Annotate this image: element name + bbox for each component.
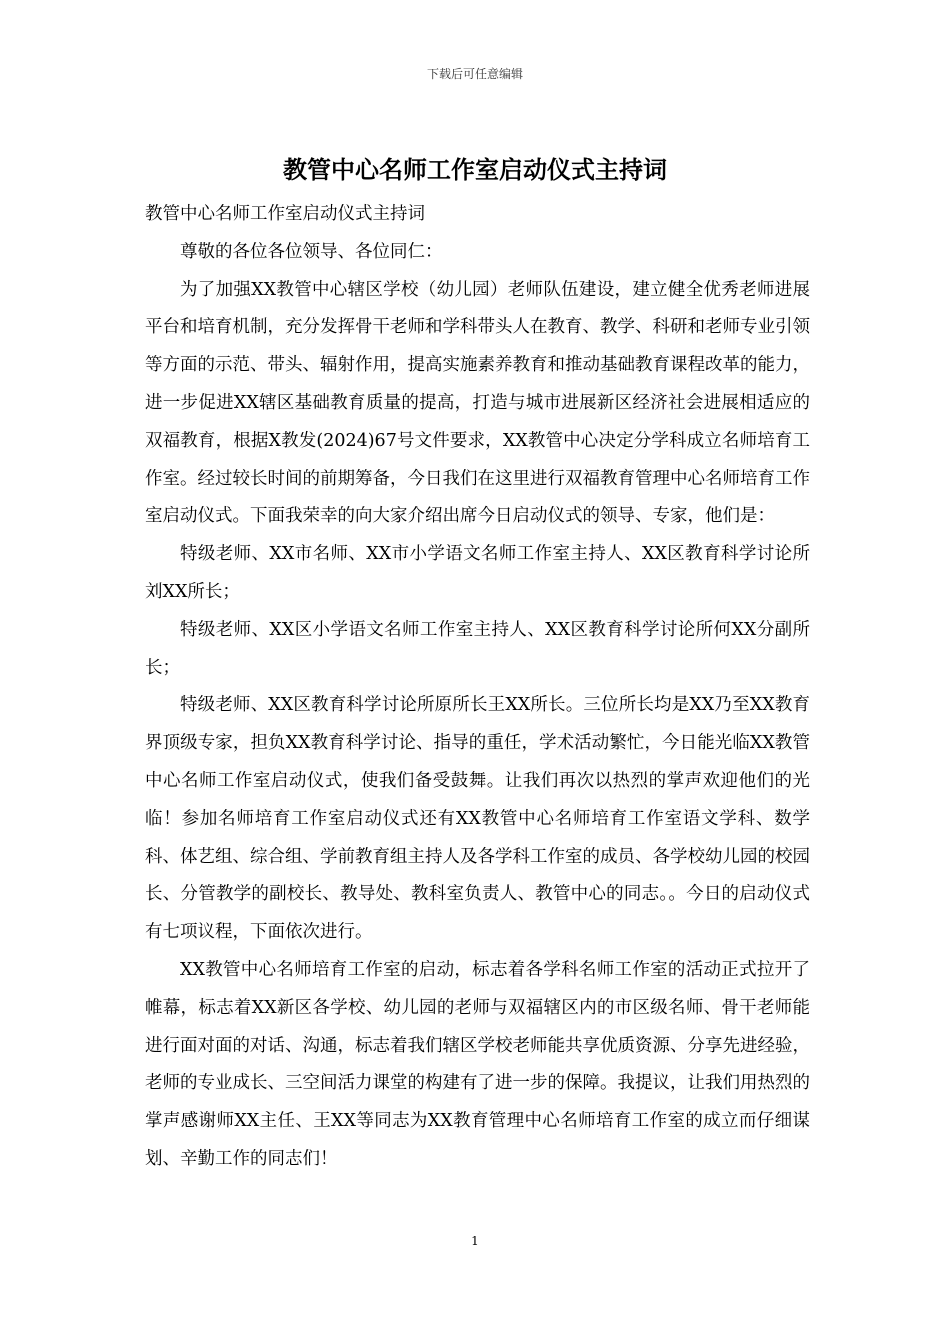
document-title: 教管中心名师工作室启动仪式主持词 [283, 155, 667, 184]
paragraph: 特级老师、XX市名师、XX市小学语文名师工作室主持人、XX区教育科学讨论所刘XX所长； [145, 544, 810, 602]
page-header: 下载后可任意编辑 [426, 67, 523, 81]
paragraph: 特级老师、XX区教育科学讨论所原所长王XX所长。三位所长均是XX乃至XX教育界顶级专家，担负XX教育科学讨论、指导的重任，学术活动繁忙，今日能光临XX教管中心名师工作室启动仪式，使我们备受鼓舞。让我们再次以热烈的掌声欢迎他们的光临！参加名师培育工作室启动仪式还有XX教管中心名师培育工作室语文学科、数学科、体艺组、综合组、学前教育组主持人及各学科工作室的成员、各学校幼儿园的校园长、分管教学的副校长、教导处、教科室负责人、教管中心的同志。。今日的启动仪式有七项议程，下面依次进行。 [145, 695, 810, 943]
paragraph: 特级老师、XX区小学语文名师工作室主持人、XX区教育科学讨论所何XX分副所长； [145, 619, 810, 678]
salutation: 尊敬的各位各位领导、各位同仁： [180, 241, 443, 262]
document-subtitle: 教管中心名师工作室启动仪式主持词 [145, 204, 425, 224]
page-number: 1 [471, 1234, 479, 1248]
document-body [145, 196, 810, 1179]
paragraph: 为了加强XX教管中心辖区学校（幼儿园）老师队伍建设，建立健全优秀老师进展平台和培育机制，充分发挥骨干老师和学科带头人在教育、教学、科研和老师专业引领等方面的示范、带头、辐射作用，提高实施素养教育和推动基础教育课程改革的能力，进一步促进XX辖区基础教育质量的提高，打造与城市进展新区经济社会进展相适应的双福教育，根据X教发(2024)67号文件要求，XX教管中心决定分学科成立名师培育工作室。经过较长时间的前期筹备，今日我们在这里进行双福教育管理中心名师培育工作室启动仪式。下面我荣幸的向大家介绍出席今日启动仪式的领导、专家，他们是： [145, 279, 810, 527]
paragraph: XX教管中心名师培育工作室的启动，标志着各学科名师工作室的活动正式拉开了帷幕，标志着XX新区各学校、幼儿园的老师与双福辖区内的市区级名师、骨干老师能进行面对面的对话、沟通，标志着我们辖区学校老师能共享优质资源、分享先进经验，老师的专业成长、三空间活力课堂的构建有了进一步的保障。我提议，让我们用热烈的掌声感谢师XX主任、王XX等同志为XX教育管理中心名师培育工作室的成立而仔细谋划、辛勤工作的同志们！ [145, 959, 810, 1169]
